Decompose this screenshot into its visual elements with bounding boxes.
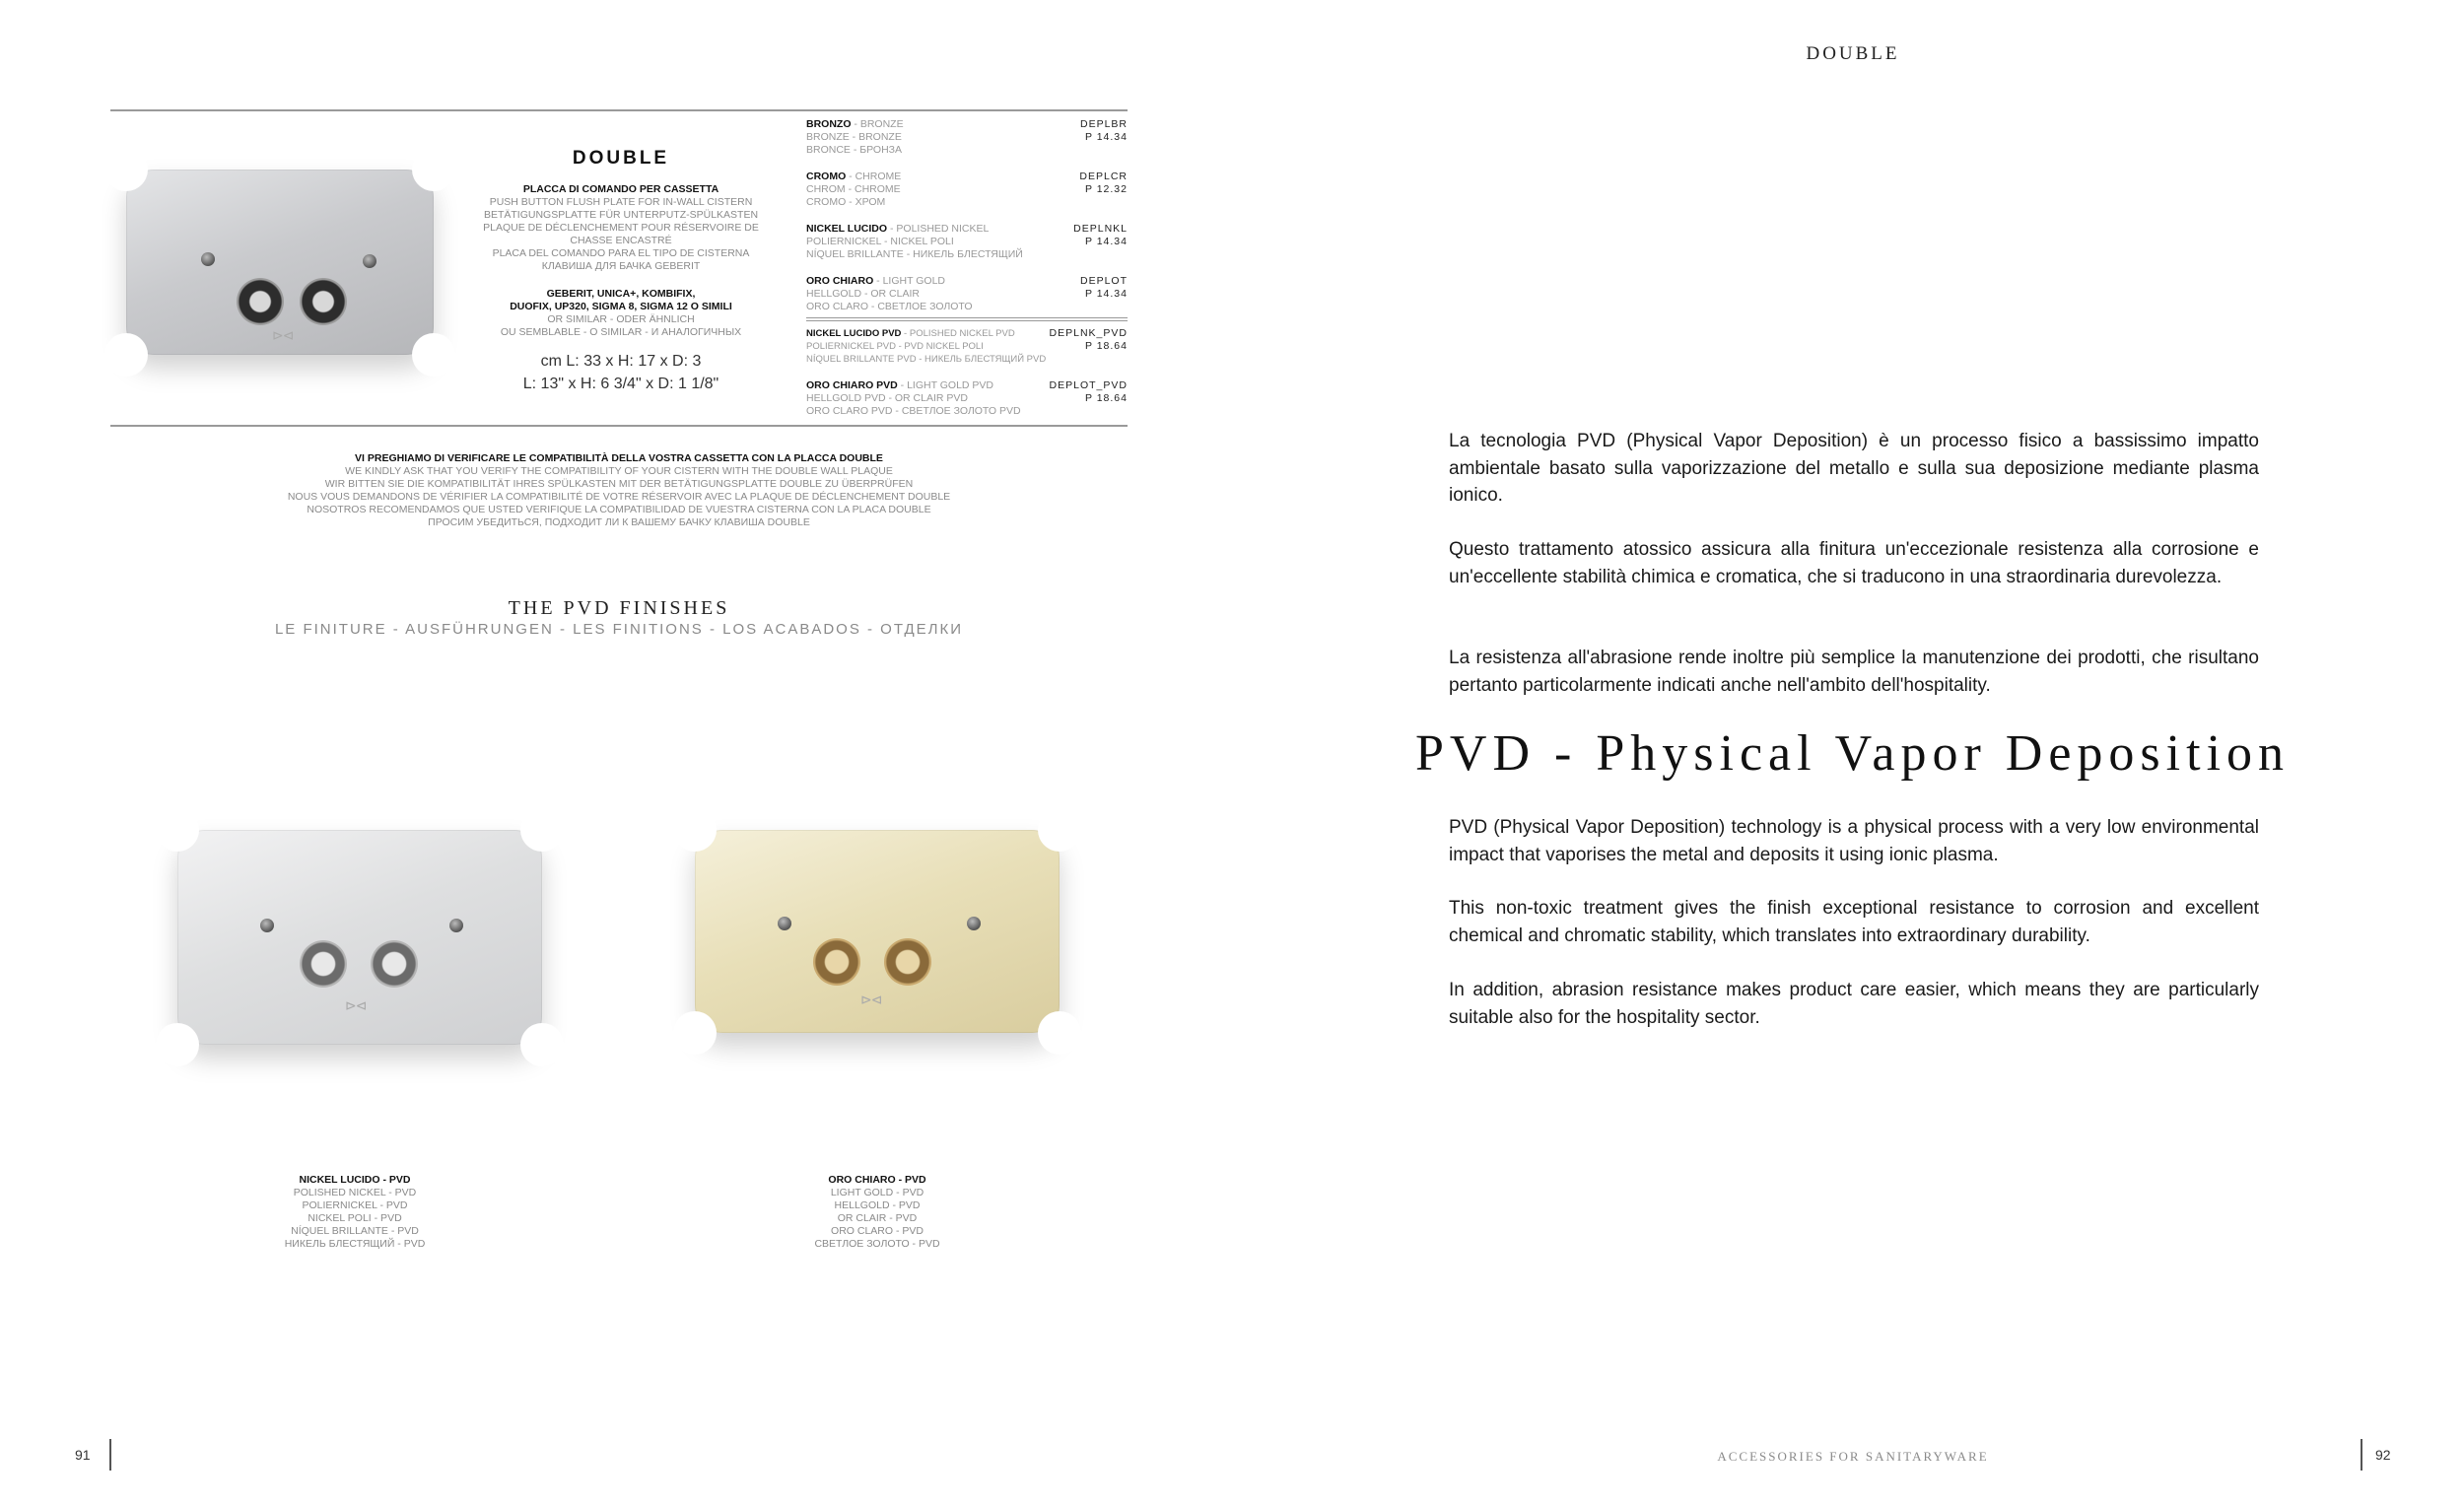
dimensions-cm: cm L: 33 x H: 17 x D: 3 bbox=[540, 353, 702, 370]
pvd-finishes-title: THE PVD FINISHES bbox=[508, 597, 730, 619]
compatibility-notice: VI PREGHIAMO DI VERIFICARE LE COMPATIBILITÀ DELLA VOSTRA CASSETTA CON LA PLACCA DOUBLE WE KINDLY ASK THAT YOU VERIFY THE COMPATIBILITY OF YOUR CISTERN WITH THE DOUBLE WALL PLAQUE WIR BITTEN SIE DIE KOMPATIBILITÄT IHRES SPÜLKASTEN MIT DER BETÄTIGUNGSPLATTE DOUBLE ZU ÜBERPRÜFEN NOUS VOUS DEMANDONS DE VÉRIFIER LA COMPATIBILITÉ DE VOTRE RÉSERVOIR AVEC LA PLAQUE DE DÉCLENCHEMENT DOUBLE NOSOTROS RECOMENDAMOS QUE USTED VERIFIQUE LA COMPATIBILIDAD DE VUESTRA CISTERNA CON LA PLACA DOUBLE ПРОСИМ УБЕДИТЬСЯ, ПОДХОДИТ ЛИ К ВАШЕМУ БАЧКУ КЛАВИША DOUBLE bbox=[287, 452, 951, 528]
paragraph-en-2: This non-toxic treatment gives the finish exceptional resistance to corrosion and excellent chemical and chromatic stability, which translates into extraordinary durability. bbox=[1449, 898, 2259, 946]
product-code: DEPLOT bbox=[1079, 275, 1128, 287]
swatch-caption-light-gold-pvd: ORO CHIARO - PVD LIGHT GOLD - PVD HELLGOLD - PVD OR CLAIR - PVD ORO CLARO - PVD СВЕТЛОЕ ЗОЛОТО - PVD bbox=[814, 1174, 940, 1250]
finish-row: NICKEL LUCIDO PVD - POLISHED NICKEL PVD bbox=[806, 328, 1015, 339]
bottom-divider bbox=[110, 425, 1128, 427]
product-price: P 12.32 bbox=[1084, 183, 1128, 195]
paragraph-it-1: La tecnologia PVD (Physical Vapor Deposition) è un processo fisico a bassissimo impatto ambientale basato sulla vaporizzazione del metallo e sulla sua deposizione mediante plasma ionico. bbox=[1449, 431, 2259, 506]
product-code: DEPLOT_PVD bbox=[1049, 379, 1128, 391]
footer-rule-left bbox=[109, 1439, 111, 1471]
pvd-heading: PVD - Physical Vapor Deposition bbox=[1415, 725, 2291, 782]
paragraph-en-3: In addition, abrasion resistance makes product care easier, which means they are particularly suitable also for the hospitality sector. bbox=[1449, 980, 2259, 1028]
product-price: P 14.34 bbox=[1084, 288, 1128, 300]
product-image-double: ⊳⊲ bbox=[126, 170, 434, 355]
product-code: DEPLNKL bbox=[1073, 223, 1128, 235]
finish-row: ORO CHIARO PVD - LIGHT GOLD PVD bbox=[806, 379, 994, 391]
page-number-left: 91 bbox=[75, 1447, 91, 1463]
finish-divider bbox=[806, 317, 1128, 318]
paragraph-it-2: Questo trattamento atossico assicura alla finitura un'eccezionale resistenza alla corrosione e un'eccellente stabilità chimica e cromatica, che si traducono in una straordinaria durevolezza. bbox=[1449, 539, 2259, 587]
running-header: DOUBLE bbox=[1806, 43, 1900, 64]
swatch-caption-nickel-pvd: NICKEL LUCIDO - PVD POLISHED NICKEL - PVD POLIERNICKEL - PVD NICKEL POLI - PVD NÍQUEL BRILLANTE - PVD НИКЕЛЬ БЛЕСТЯЩИЙ - PVD bbox=[284, 1174, 426, 1250]
swatch-image-nickel-pvd: ⊳⊲ bbox=[177, 830, 542, 1045]
product-price: P 14.34 bbox=[1084, 131, 1128, 143]
product-code: DEPLNK_PVD bbox=[1049, 327, 1128, 339]
footer-caption: ACCESSORIES FOR SANITARYWARE bbox=[1717, 1449, 1989, 1464]
paragraph-en-1: PVD (Physical Vapor Deposition) technology is a physical process with a very low environmental impact that vaporises the metal and deposits it using ionic plasma. bbox=[1449, 817, 2259, 865]
product-title: DOUBLE bbox=[572, 148, 670, 169]
product-price: P 18.64 bbox=[1084, 392, 1128, 404]
finish-row: NICKEL LUCIDO - POLISHED NICKEL bbox=[806, 223, 990, 235]
product-subtitle: PLACCA DI COMANDO PER CASSETTA bbox=[522, 183, 719, 195]
product-price: P 14.34 bbox=[1084, 236, 1128, 247]
pvd-finishes-subtitle: LE FINITURE - AUSFÜHRUNGEN - LES FINITIONS - LOS ACABADOS - ОТДЕЛКИ bbox=[274, 621, 964, 638]
product-code: DEPLBR bbox=[1079, 118, 1128, 130]
dimensions-inch: L: 13" x H: 6 3/4" x D: 1 1/8" bbox=[522, 376, 719, 392]
product-description: PUSH BUTTON FLUSH PLATE FOR IN-WALL CISTERN BETÄTIGUNGSPLATTE FÜR UNTERPUTZ-SPÜLKASTEN PLAQUE DE DÉCLENCHEMENT POUR RÉSERVOIRE DE CHASSE ENCASTRÉ PLACA DEL COMANDO PARA EL TIPO DE CISTERNA КЛАВИША ДЛЯ БАЧКА GEBERIT bbox=[483, 196, 759, 272]
compatibility: GEBERIT, UNICA+, KOMBIFIX, DUOFIX, UP320, SIGMA 8, SIGMA 12 O SIMILI OR SIMILAR - ODER ÄHNLICH OU SEMBLABLE - O SIMILAR - И АНАЛОГИЧНЫХ bbox=[500, 288, 742, 338]
footer-rule-right bbox=[2361, 1439, 2362, 1471]
swatch-image-light-gold-pvd: ⊳⊲ bbox=[695, 830, 1060, 1033]
paragraph-it-3: La resistenza all'abrasione rende inoltre più semplice la manutenzione dei prodotti, che risultano pertanto particolarmente indicati anche nell'ambito dell'hospitality. bbox=[1449, 648, 2259, 696]
finish-list: BRONZO - BRONZE BRONZE - BRONZE BRONCE - БРОНЗА DEPLBR P 14.34 CROMO - CHROME CHROM - CHROME CROMO - ХРОМ DEPLCR P 12.32 NICKEL LUCIDO - POLISHED NICKEL POLIERNICKEL - NICKEL POLI NÍQUEL BRILLANTE - НИКЕЛЬ БЛЕСТЯЩИЙ DEPLNKL P 14.34 ORO CHIARO - LIGHT GOLD HELLGOLD - OR CLAIR ORO CLARO - СВЕТЛОЕ ЗОЛОТО DEPLOT P 14.34 NICKEL LUCIDO PVD - POLISHED NICKEL PVD POLIERNICKEL PVD - PVD NICKEL POLI NÍQUEL BRILLANTE PVD - НИКЕЛЬ БЛЕСТЯЩИЙ PVD DEPLNK_PVD P 18.64 ORO CHIARO PVD - LIGHT GOLD PVD HELLGOLD PVD - OR CLAIR PVD ORO CLARO PVD - СВЕТЛОЕ ЗОЛОТО PVD DEPLOT_PVD P 18.64 bbox=[806, 118, 1128, 417]
top-divider bbox=[110, 109, 1128, 111]
page-number-right: 92 bbox=[2375, 1447, 2391, 1463]
finish-row: BRONZO - BRONZE bbox=[806, 118, 904, 130]
product-price: P 18.64 bbox=[1084, 340, 1128, 352]
finish-row: ORO CHIARO - LIGHT GOLD bbox=[806, 275, 945, 287]
product-code: DEPLCR bbox=[1079, 171, 1128, 182]
finish-row: CROMO - CHROME bbox=[806, 171, 902, 182]
